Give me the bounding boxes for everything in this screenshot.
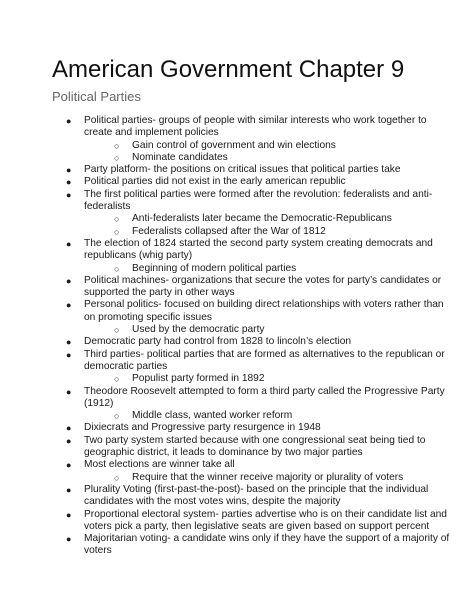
filled-bullet-icon: ● xyxy=(66,337,72,348)
sub-note-item xyxy=(84,472,450,484)
note-text: Party platform- the positions on critical issues that political parties take xyxy=(84,164,401,176)
hollow-bullet-icon: ○ xyxy=(114,374,120,385)
filled-bullet-icon: ● xyxy=(66,165,72,176)
sub-note-item xyxy=(84,213,450,225)
note-item xyxy=(60,299,450,336)
sub-note-text: Populist party formed in 1892 xyxy=(132,373,265,385)
sub-note-text: Beginning of modern political parties xyxy=(132,262,297,274)
filled-bullet-icon: ● xyxy=(66,534,72,545)
hollow-bullet-icon: ○ xyxy=(114,226,120,237)
filled-bullet-icon: ● xyxy=(66,484,72,495)
sub-notes-list xyxy=(84,140,450,165)
note-text: Personal politics- focused on building direct relationships with voters rather than on promoting specific issues xyxy=(84,299,444,323)
note-item xyxy=(60,164,450,176)
filled-bullet-icon: ● xyxy=(66,238,72,249)
note-item xyxy=(60,484,450,509)
filled-bullet-icon: ● xyxy=(66,460,72,471)
filled-bullet-icon: ● xyxy=(66,116,72,126)
sub-note-item xyxy=(84,410,450,422)
hollow-bullet-icon: ○ xyxy=(114,325,120,336)
note-item xyxy=(60,349,450,386)
note-item xyxy=(60,435,450,460)
note-item xyxy=(60,275,450,300)
document-subtitle: Political Parties xyxy=(52,89,141,104)
filled-bullet-icon: ● xyxy=(66,189,72,200)
notes-list xyxy=(60,115,450,558)
hollow-bullet-icon: ○ xyxy=(114,411,120,422)
filled-bullet-icon: ● xyxy=(66,423,72,434)
sub-note-text: Gain control of government and win elections xyxy=(132,139,336,151)
note-text: Democratic party had control from 1828 to lincoln’s election xyxy=(84,336,352,348)
note-text: Two party system started because with one congressional seat being tied to geographic district, it leads to dominance by two major parties xyxy=(84,434,426,459)
hollow-bullet-icon: ○ xyxy=(114,472,120,483)
note-item xyxy=(60,189,450,238)
sub-note-text: Federalists collapsed after the War of 1812 xyxy=(132,225,326,237)
note-item xyxy=(60,509,450,534)
sub-note-item xyxy=(84,324,450,336)
note-item xyxy=(60,459,450,484)
note-text: Political parties- groups of people with similar interests who work together to create and implement policies xyxy=(84,115,427,139)
note-item xyxy=(60,176,450,188)
note-item xyxy=(60,238,450,275)
note-item xyxy=(60,386,450,423)
note-item xyxy=(60,336,450,348)
note-text: Third parties- political parties that are formed as alternatives to the republican or democratic parties xyxy=(84,348,445,372)
note-item xyxy=(60,115,450,164)
note-text: Political machines- organizations that secure the votes for party’s candidates or supported the party in other ways xyxy=(84,274,442,299)
note-text: Most elections are winner take all xyxy=(84,459,235,471)
sub-note-item xyxy=(84,226,450,238)
filled-bullet-icon: ● xyxy=(66,509,72,520)
note-text: Political parties did not exist in the early american republic xyxy=(84,176,346,188)
note-item xyxy=(60,533,450,558)
sub-note-item xyxy=(84,373,450,385)
sub-notes-list xyxy=(84,410,450,422)
note-text: The election of 1824 started the second party system creating democrats and republicans (whig party) xyxy=(84,237,433,262)
filled-bullet-icon: ● xyxy=(66,275,72,286)
filled-bullet-icon: ● xyxy=(66,386,72,397)
sub-note-text: Middle class, wanted worker reform xyxy=(132,410,293,422)
sub-note-text: Used by the democratic party xyxy=(132,324,265,336)
note-text: Dixiecrats and Progressive party resurgence in 1948 xyxy=(84,422,321,434)
filled-bullet-icon: ● xyxy=(66,177,72,188)
sub-notes-list xyxy=(84,213,450,238)
filled-bullet-icon: ● xyxy=(66,435,72,446)
sub-note-item xyxy=(84,263,450,275)
note-text: Theodore Roosevelt attempted to form a third party called the Progressive Party (1912) xyxy=(84,385,445,409)
document-title: American Government Chapter 9 xyxy=(52,56,405,83)
sub-notes-list xyxy=(84,472,450,484)
sub-note-item xyxy=(84,140,450,152)
sub-notes-list xyxy=(84,263,450,275)
hollow-bullet-icon: ○ xyxy=(114,214,120,225)
sub-note-text: Nominate candidates xyxy=(132,151,228,163)
sub-note-text: Require that the winner receive majority or plurality of voters xyxy=(132,471,404,483)
note-item xyxy=(60,422,450,434)
sub-notes-list xyxy=(84,373,450,385)
sub-note-text: Anti-federalists later became the Democratic-Republicans xyxy=(132,213,392,225)
filled-bullet-icon: ● xyxy=(66,300,72,311)
note-text: Plurality Voting (first-past-the-post)- based on the principle that the individual candidates with the most votes wins, despite the majority xyxy=(84,483,429,508)
note-text: Majoritarian voting- a candidate wins only if they have the support of a majority of voters xyxy=(84,533,450,557)
hollow-bullet-icon: ○ xyxy=(114,263,120,274)
hollow-bullet-icon: ○ xyxy=(114,152,120,163)
sub-note-item xyxy=(84,152,450,164)
hollow-bullet-icon: ○ xyxy=(114,140,120,151)
note-text: Proportional electoral system- parties advertise who is on their candidate list and voters pick a party, then legislative seats are given based on support percent xyxy=(84,508,447,532)
sub-notes-list xyxy=(84,324,450,336)
note-text: The first political parties were formed after the revolution: federalists and anti-federalists xyxy=(84,188,433,213)
filled-bullet-icon: ● xyxy=(66,349,72,360)
